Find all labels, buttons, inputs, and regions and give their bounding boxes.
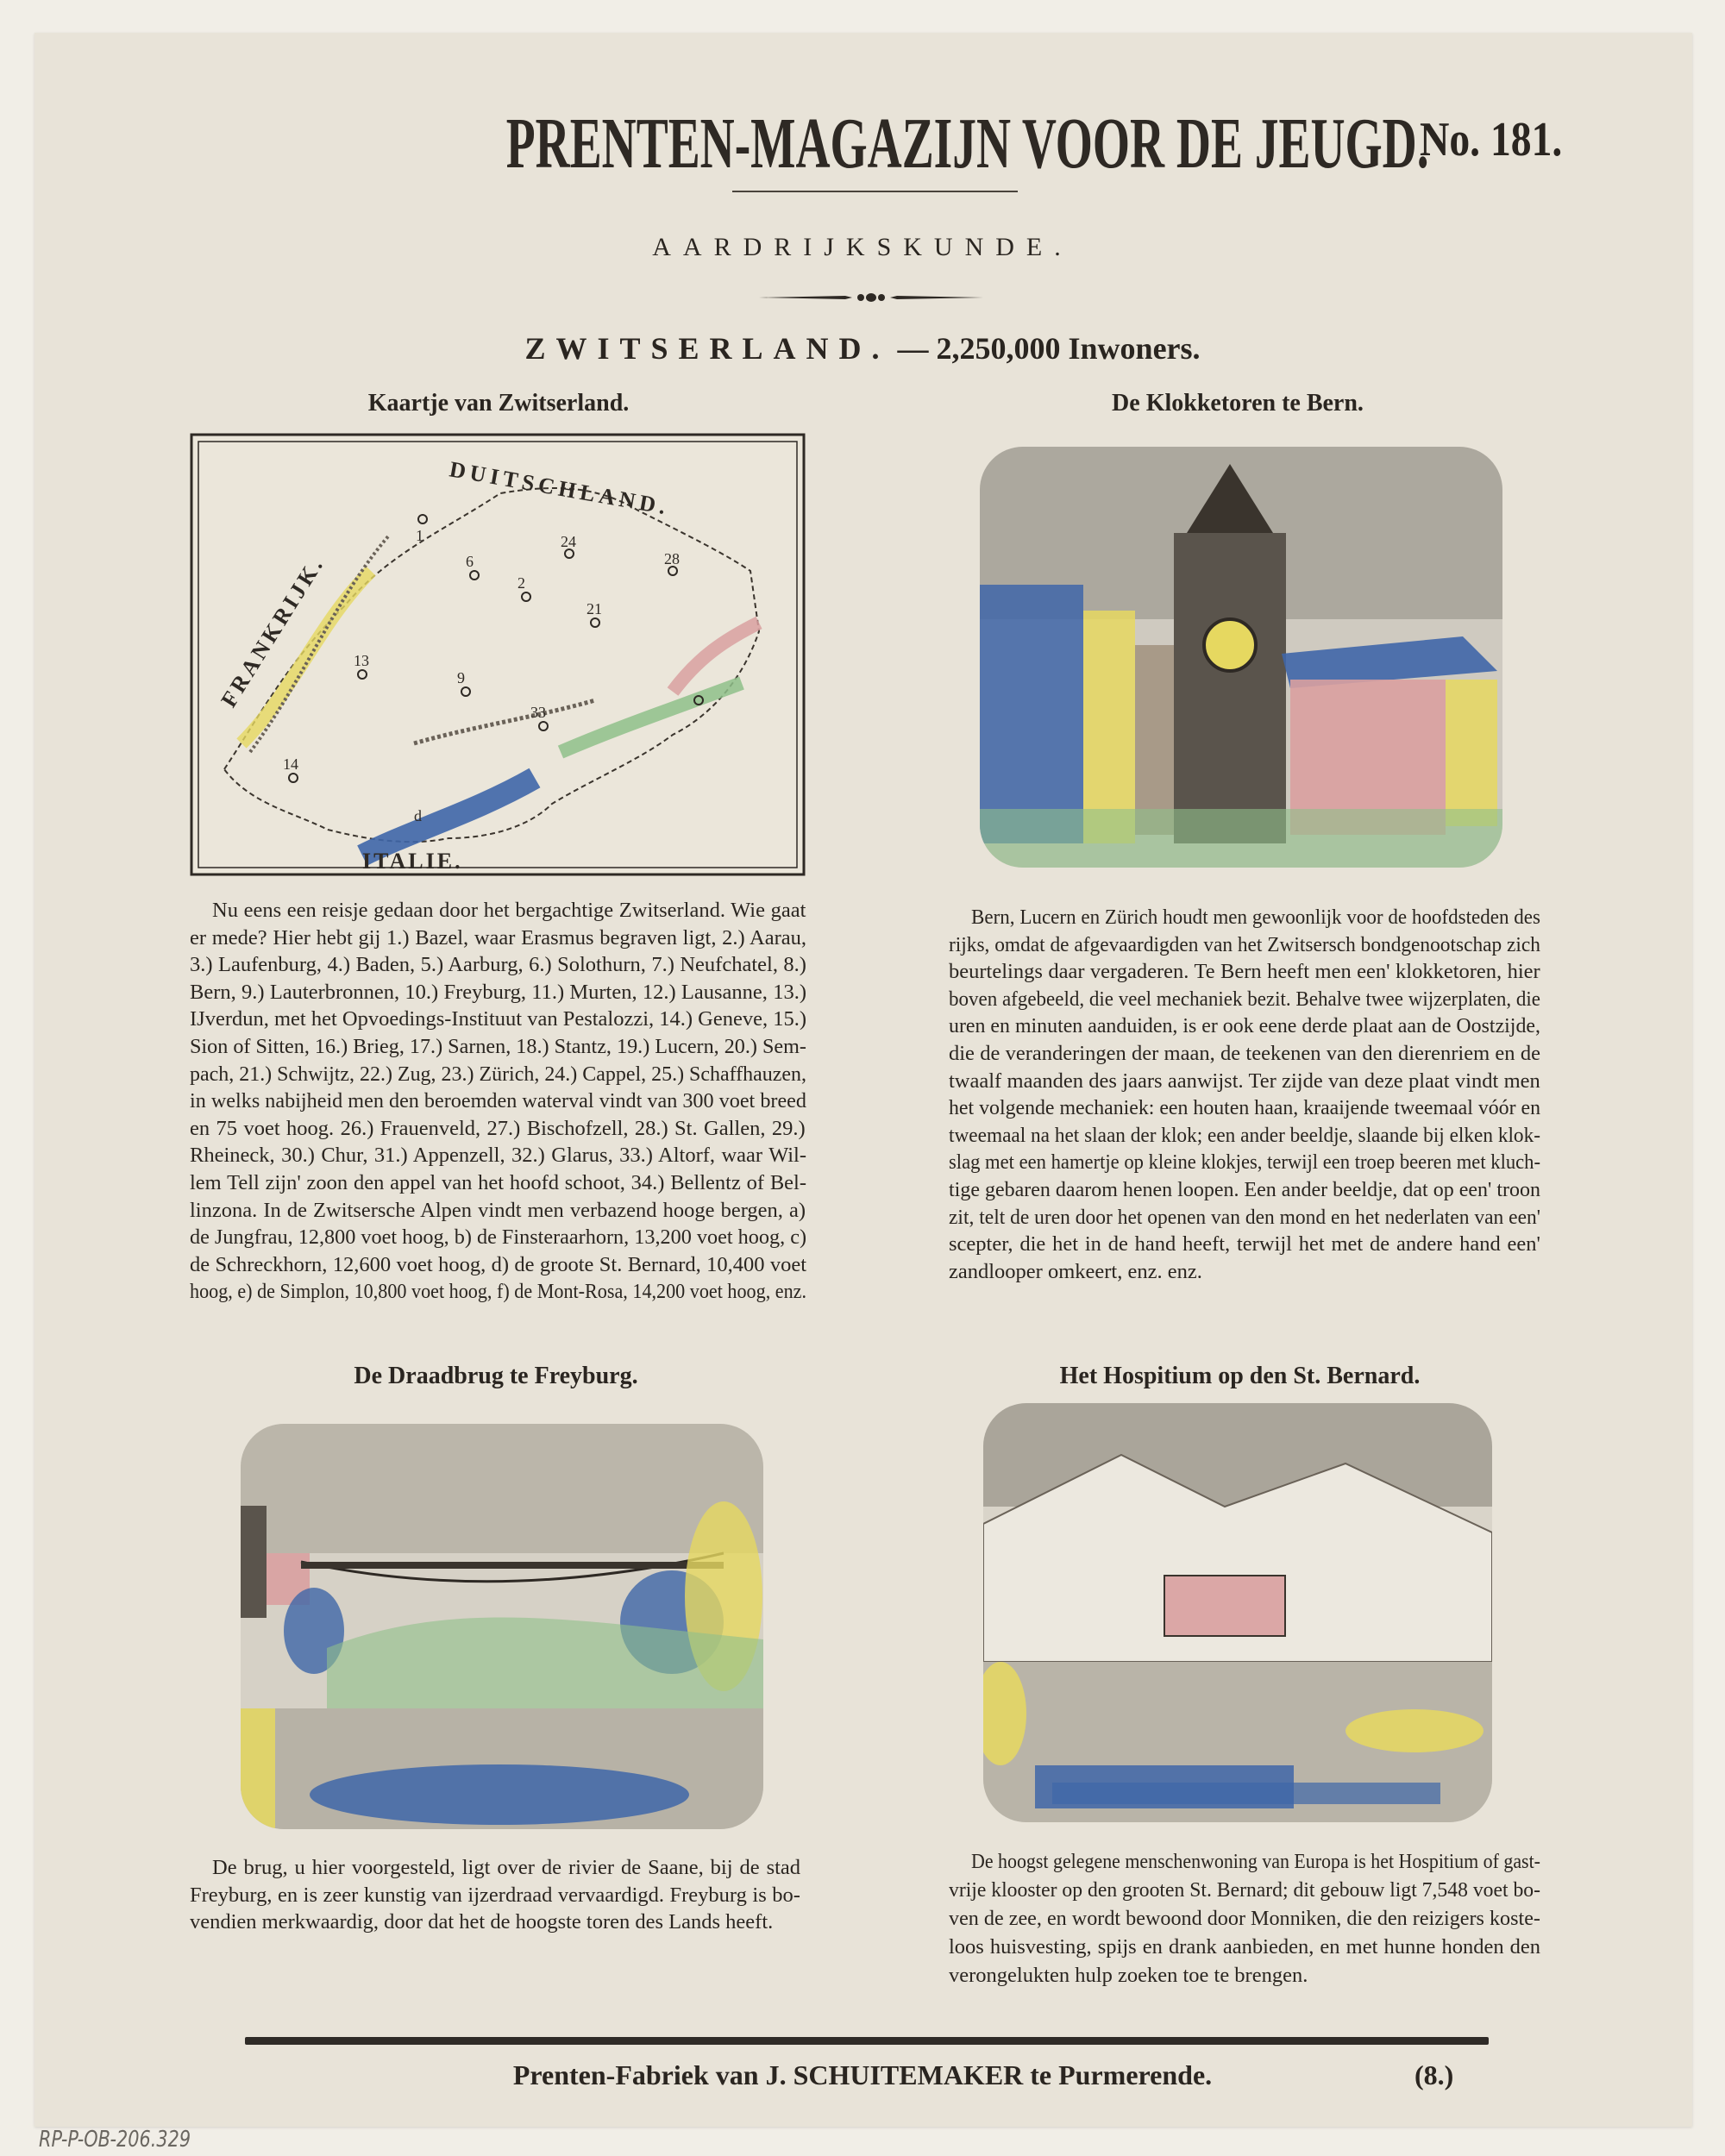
map-label-italy: ITALIE. [362, 849, 463, 874]
text-line-content: Bern, Lucern en Zürich houdt men gewoonlijk voor de hoofdsteden des [971, 906, 1541, 929]
text-line-content: hoog, e) de Simplon, 10,800 voet hoog, f) de Mont-Rosa, 14,200 voet hoog, enz. [190, 1280, 807, 1304]
freyburg-bridge-engraving [241, 1424, 763, 1829]
svg-text:6: 6 [466, 553, 474, 570]
sheet-number: (8.) [1414, 2059, 1454, 2090]
text-line [949, 1176, 1540, 1204]
text-line-content: het volgende mechaniek: een houten haan, kraaijende tweemaal vóór en [949, 1096, 1541, 1120]
svg-text:14: 14 [283, 755, 298, 773]
text-line [190, 1061, 806, 1088]
text-line [190, 1006, 806, 1033]
st-bernard-hospice-engraving [983, 1403, 1492, 1822]
map-description [190, 897, 806, 1306]
text-line-content: Nu eens een reisje gedaan door het bergachtige Zwitserland. Wie gaat [212, 899, 806, 922]
text-line [949, 1094, 1540, 1122]
text-line [190, 1251, 806, 1279]
text-line-content: tige gebaren daarom henen loopen. Een ander beeldje, dat op een' troon [949, 1177, 1540, 1201]
catalog-number: RP-P-OB-206.329 [39, 2127, 191, 2153]
text-line [190, 924, 806, 952]
map-caption: Kaartje van Zwitserland. [367, 390, 630, 417]
page-title: PRENTEN-MAGAZIJN VOOR DE JEUGD. [505, 103, 1429, 184]
text-line-content: loos huisvesting, spijs en drank aanbieden, en met hunne honden den [949, 1935, 1541, 1959]
country-heading [483, 330, 1242, 367]
text-line-content: Sion of Sitten, 16.) Brieg, 17.) Sarnen, 18.) Stantz, 19.) Lucern, 20.) Sem- [190, 1034, 806, 1058]
text-line [190, 979, 806, 1006]
text-line [949, 1847, 1540, 1876]
bridge-caption: De Draadbrug te Freyburg. [354, 1363, 638, 1389]
text-line [949, 1149, 1540, 1176]
text-line-content: De brug, u hier voorgesteld, ligt over de rivier de Saane, bij de stad [212, 1856, 801, 1879]
text-line-content: pach, 21.) Schwijtz, 22.) Zug, 23.) Zürich, 24.) Cappel, 25.) Schaffhauzen, [190, 1062, 807, 1086]
text-line [949, 1068, 1540, 1095]
hospice-caption: Het Hospitium op den St. Bernard. [1059, 1363, 1421, 1389]
svg-text:28: 28 [664, 550, 680, 567]
svg-text:13: 13 [354, 652, 369, 669]
text-line-content: Bern, 9.) Lauterbronnen, 10.) Freyburg, 11.) Murten, 12.) Lausanne, 13.) [190, 980, 806, 1004]
text-line [190, 1087, 806, 1115]
text-line-content: vrije klooster op den grooten St. Bernard; dit gebouw ligt 7,548 voet bo- [949, 1878, 1541, 1902]
switzerland-map [190, 433, 806, 876]
text-line-content: uren en minuten aanduiden, is er ook eene derde plaat aan de Oostzijde, [949, 1014, 1540, 1038]
text-line-content: en 75 voet hoog. 26.) Frauenveld, 27.) Bischofzell, 28.) St. Gallen, 29.) [190, 1116, 806, 1140]
text-line [190, 1142, 806, 1169]
text-line-content: IJverdun, met het Opvoedings-Instituut van Pestalozzi, 14.) Geneve, 15.) [190, 1007, 807, 1031]
svg-text:24: 24 [561, 533, 576, 550]
text-line-content: vendien merkwaardig, door dat het de hoogste toren des Lands heeft. [190, 1910, 774, 1934]
text-line-content: scepter, die het in de hand heeft, terwijl het met de andere hand een' [949, 1232, 1540, 1257]
country-name: ZWITSERLAND. [524, 331, 890, 366]
svg-text:33: 33 [530, 704, 546, 721]
text-line [949, 986, 1540, 1013]
text-line-content: zandlooper omkeert, enz. enz. [949, 1259, 1202, 1283]
text-line-content: Rheineck, 30.) Chur, 31.) Appenzell, 32.) Glarus, 33.) Altorf, waar Wil- [190, 1144, 806, 1168]
text-line [190, 1169, 806, 1197]
text-line [949, 931, 1540, 959]
text-line [949, 1904, 1540, 1933]
text-line-content: Freyburg, en is zeer kunstig van ijzerdraad vervaardigd. Freyburg is bo- [190, 1883, 800, 1907]
text-line [190, 897, 806, 924]
bridge-description [190, 1854, 800, 1936]
text-line [949, 1122, 1540, 1150]
text-line-content: de Jungfrau, 12,800 voet hoog, b) de Finsteraarhorn, 13,200 voet hoog, c) [190, 1225, 807, 1250]
text-line [949, 1258, 1540, 1286]
text-line [190, 951, 806, 979]
text-line [190, 1224, 806, 1251]
text-line [949, 904, 1540, 931]
text-line-content: die de veranderingen der maan, de teekenen van den dierenriem en de [949, 1041, 1540, 1065]
subject-heading: AARDRIJKSKUNDE. [652, 233, 1073, 261]
map-label-germany: DUITSCHLAND. [447, 456, 672, 520]
text-line [949, 1231, 1540, 1258]
text-line [949, 1933, 1540, 1961]
text-line-content: slag met een hamertje op kleine klokjes, terwijl een troep beeren met kluch- [949, 1150, 1541, 1175]
text-line [190, 1882, 800, 1909]
bern-caption: De Klokketoren te Bern. [1112, 390, 1364, 417]
text-line-content: 3.) Laufenburg, 4.) Baden, 5.) Aarburg, 6.) Solothurn, 7.) Neufchatel, 8.) [190, 953, 806, 977]
text-line-content: de Schreckhorn, 12,600 voet hoog, d) de groote St. Bernard, 10,400 voet [190, 1252, 807, 1276]
text-line [190, 1854, 800, 1882]
text-line-content: in welks nabijheid men den beroemden waterval vindt van 300 voet breed [190, 1089, 807, 1113]
text-line [190, 1115, 806, 1143]
text-line-content: linzona. In de Zwitsersche Alpen vindt men verbazend hooge bergen, a) [190, 1198, 806, 1222]
text-line [190, 1197, 806, 1225]
text-line [949, 1204, 1540, 1232]
title-rule [732, 191, 1018, 192]
svg-text:1: 1 [416, 527, 423, 544]
text-line [949, 1040, 1540, 1068]
text-line-content: lem Tell zijn' zoon den appel van het hoofd schoot, 34.) Bellentz of Bel- [190, 1170, 807, 1194]
text-line-content: er mede? Hier hebt gij 1.) Bazel, waar Erasmus begraven ligt, 2.) Aarau, [190, 925, 807, 950]
text-line [949, 1961, 1540, 1990]
text-line [190, 1908, 800, 1936]
population: — 2,250,000 Inwoners. [889, 331, 1201, 366]
text-line-content: De hoogst gelegene menschenwoning van Europa is het Hospitium of gast- [971, 1850, 1540, 1873]
hospice-description [949, 1847, 1540, 1990]
text-line [190, 1278, 806, 1306]
footer-rule [245, 2037, 1489, 2045]
svg-text:d: d [414, 807, 422, 824]
text-line [949, 1876, 1540, 1904]
svg-text:9: 9 [457, 669, 465, 686]
issue-number: No. 181. [1420, 113, 1563, 166]
bern-clock-tower-engraving [980, 447, 1502, 868]
publisher-imprint: Prenten-Fabriek van J. SCHUITEMAKER te Purmerende. [512, 2059, 1213, 2090]
bern-description [949, 904, 1540, 1285]
text-line-content: rijks, omdat de afgevaardigden van het Zwitsersch bondgenootschap zich [949, 932, 1540, 956]
text-line-content: beurtelings daar vergaderen. Te Bern heeft men een' klokketoren, hier [949, 960, 1540, 984]
text-line [949, 958, 1540, 986]
map-label-france: FRANKRIJK. [216, 551, 329, 712]
text-line-content: twaalf maanden des jaars aanwijst. Ter zijde van deze plaat vindt men [949, 1069, 1540, 1093]
svg-text:21: 21 [586, 600, 602, 617]
ornament-divider-icon [759, 290, 983, 305]
svg-text:2: 2 [518, 574, 525, 592]
text-line-content: boven afgebeeld, die veel mechaniek bezit. Behalve twee wijzerplaten, die [949, 987, 1541, 1011]
text-line-content: zit, telt de uren door het openen van den mond en het nederlaten van een' [949, 1205, 1540, 1229]
text-line-content: verongelukten hulp zoeken toe te brengen. [949, 1964, 1308, 1987]
text-line-content: tweemaal na het slaan der klok; een ander beeldje, slaande bij elken klok- [949, 1123, 1540, 1147]
text-line [949, 1012, 1540, 1040]
text-line [190, 1033, 806, 1061]
text-line-content: ven de zee, en wordt bewoond door Monniken, die den reizigers koste- [949, 1907, 1540, 1930]
